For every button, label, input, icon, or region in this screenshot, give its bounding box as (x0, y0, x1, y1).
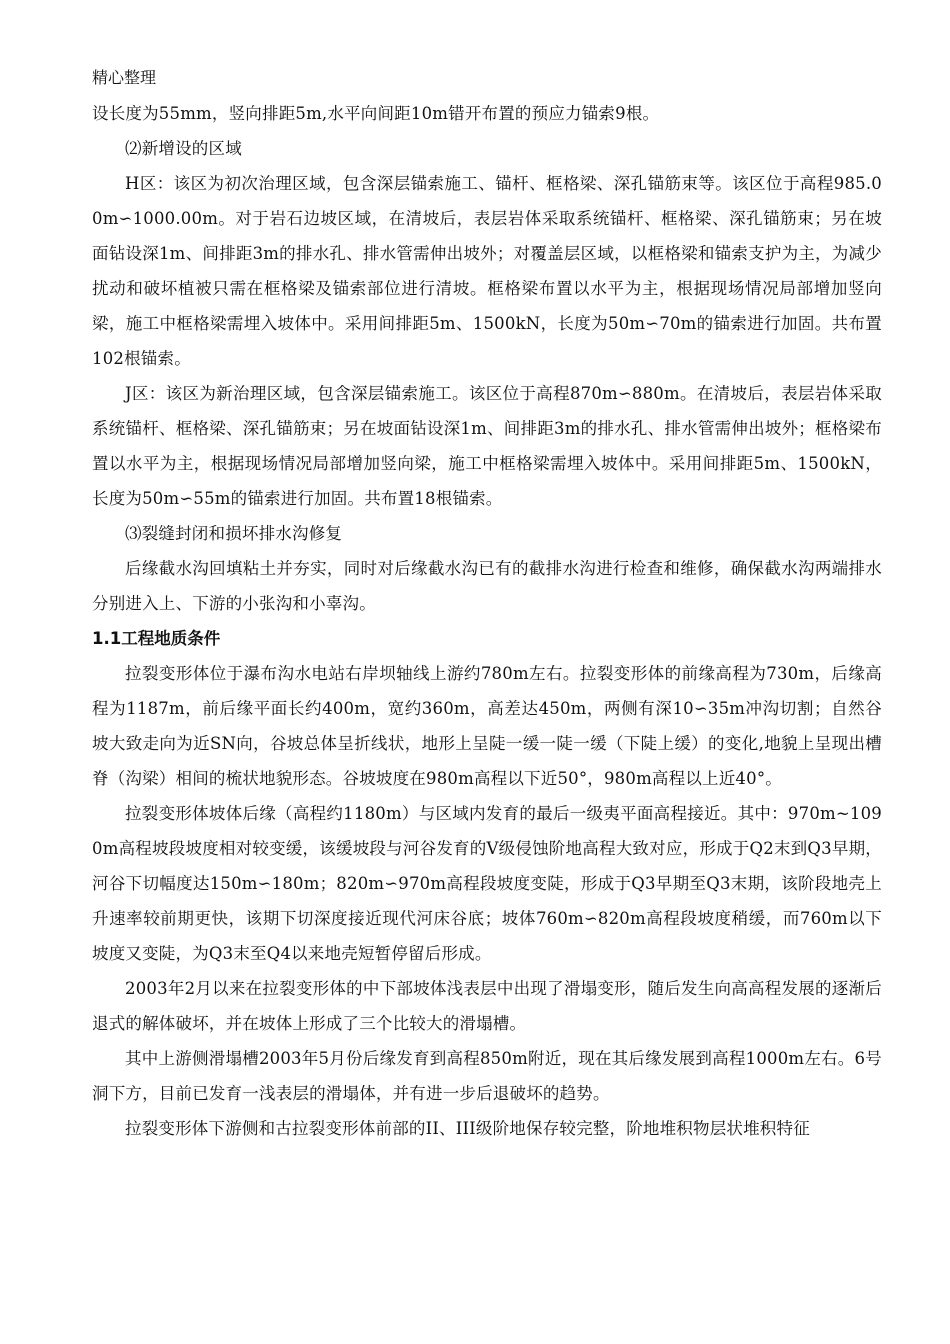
page-header: 精心整理 (92, 68, 157, 87)
paragraph-upstream-trough: 其中上游侧滑塌槽2003年5月份后缘发育到高程850m附近，现在其后缘发展到高程1000m左右。6号洞下方，目前已发育一浅表层的滑塌体，并有进一步后退破坏的趋势。 (92, 1049, 882, 1103)
paragraph-anchor-length: 设长度为55mm，竖向排距5m,水平向间距10m错开布置的预应力锚索9根。 (92, 104, 660, 123)
section-new-areas: ⑵新增设的区域 (125, 139, 242, 158)
section-crack-repair: ⑶裂缝封闭和损坏排水沟修复 (125, 524, 343, 543)
document-body (92, 96, 882, 1141)
paragraph-collapse-2003: 2003年2月以来在拉裂变形体的中下部坡体浅表层中出现了滑塌变形，随后发生向高高程发展的逐渐后退式的解体破坏，并在坡体上形成了三个比较大的滑塌槽。 (92, 979, 882, 1033)
paragraph-terrace: 拉裂变形体下游侧和古拉裂变形体前部的II、III级阶地保存较完整，阶地堆积物层状堆积特征 (125, 1119, 810, 1138)
paragraph-slope-stages: 拉裂变形体坡体后缘（高程约1180m）与区域内发育的最后一级夷平面高程接近。其中：970m~1090m高程坡段坡度相对较变缓，该缓坡段与河谷发育的Ⅴ级侵蚀阶地高程大致对应，形成于Q2末到Q3早期，河谷下切幅度达150m∽180m；820m∽970m高程段坡度变陡，形成于Q3早期至Q3末期，该阶段地壳上升速率较前期更快，该期下切深度接近现代河床谷底；坡体760m∽820m高程段坡度稍缓，而760m以下坡度又变陡，为Q3末至Q4以来地壳短暂停留后形成。 (92, 804, 882, 963)
paragraph-deformation-location: 拉裂变形体位于瀑布沟水电站右岸坝轴线上游约780m左右。拉裂变形体的前缘高程为730m，后缘高程为1187m，前后缘平面长约400m，宽约360m，高差达450m，两侧有深10∽35m冲沟切割；自然谷坡大致走向为近SN向，谷坡总体呈折线状，地形上呈陡一缓一陡一缓（下陡上缓）的变化,地貌上呈现出槽脊（沟梁）相间的梳状地貌形态。谷坡坡度在980m高程以下近50°，980m高程以上近40°。 (92, 664, 882, 788)
paragraph-zone-h: H区：该区为初次治理区域，包含深层锚索施工、锚杆、框格梁、深孔锚筋束等。该区位于高程985.00m∽1000.00m。对于岩石边坡区域，在清坡后，表层岩体采取系统锚杆、框格梁、深孔锚筋束；另在坡面钻设深1m、间排距3m的排水孔、排水管需伸出坡外；对覆盖层区域，以框格梁和锚索支护为主，为减少扰动和破坏植被只需在框格梁及锚索部位进行清坡。框格梁布置以水平为主，根据现场情况局部增加竖向梁，施工中框格梁需埋入坡体中。采用间排距5m、1500kN，长度为50m∽70m的锚索进行加固。共布置102根锚索。 (92, 174, 882, 368)
paragraph-drainage: 后缘截水沟回填粘土并夯实，同时对后缘截水沟已有的截排水沟进行检查和维修，确保截水沟两端排水分别进入上、下游的小张沟和小辜沟。 (92, 559, 882, 613)
section-heading-geology: 1.1工程地质条件 (92, 629, 221, 648)
paragraph-zone-j: J区：该区为新治理区域，包含深层锚索施工。该区位于高程870m∽880m。在清坡后，表层岩体采取系统锚杆、框格梁、深孔锚筋束；另在坡面钻设深1m、间排距3m的排水孔、排水管需伸出坡外；框格梁布置以水平为主，根据现场情况局部增加竖向梁，施工中框格梁需埋入坡体中。采用间排距5m、1500kN，长度为50m∽55m的锚索进行加固。共布置18根锚索。 (92, 384, 882, 508)
